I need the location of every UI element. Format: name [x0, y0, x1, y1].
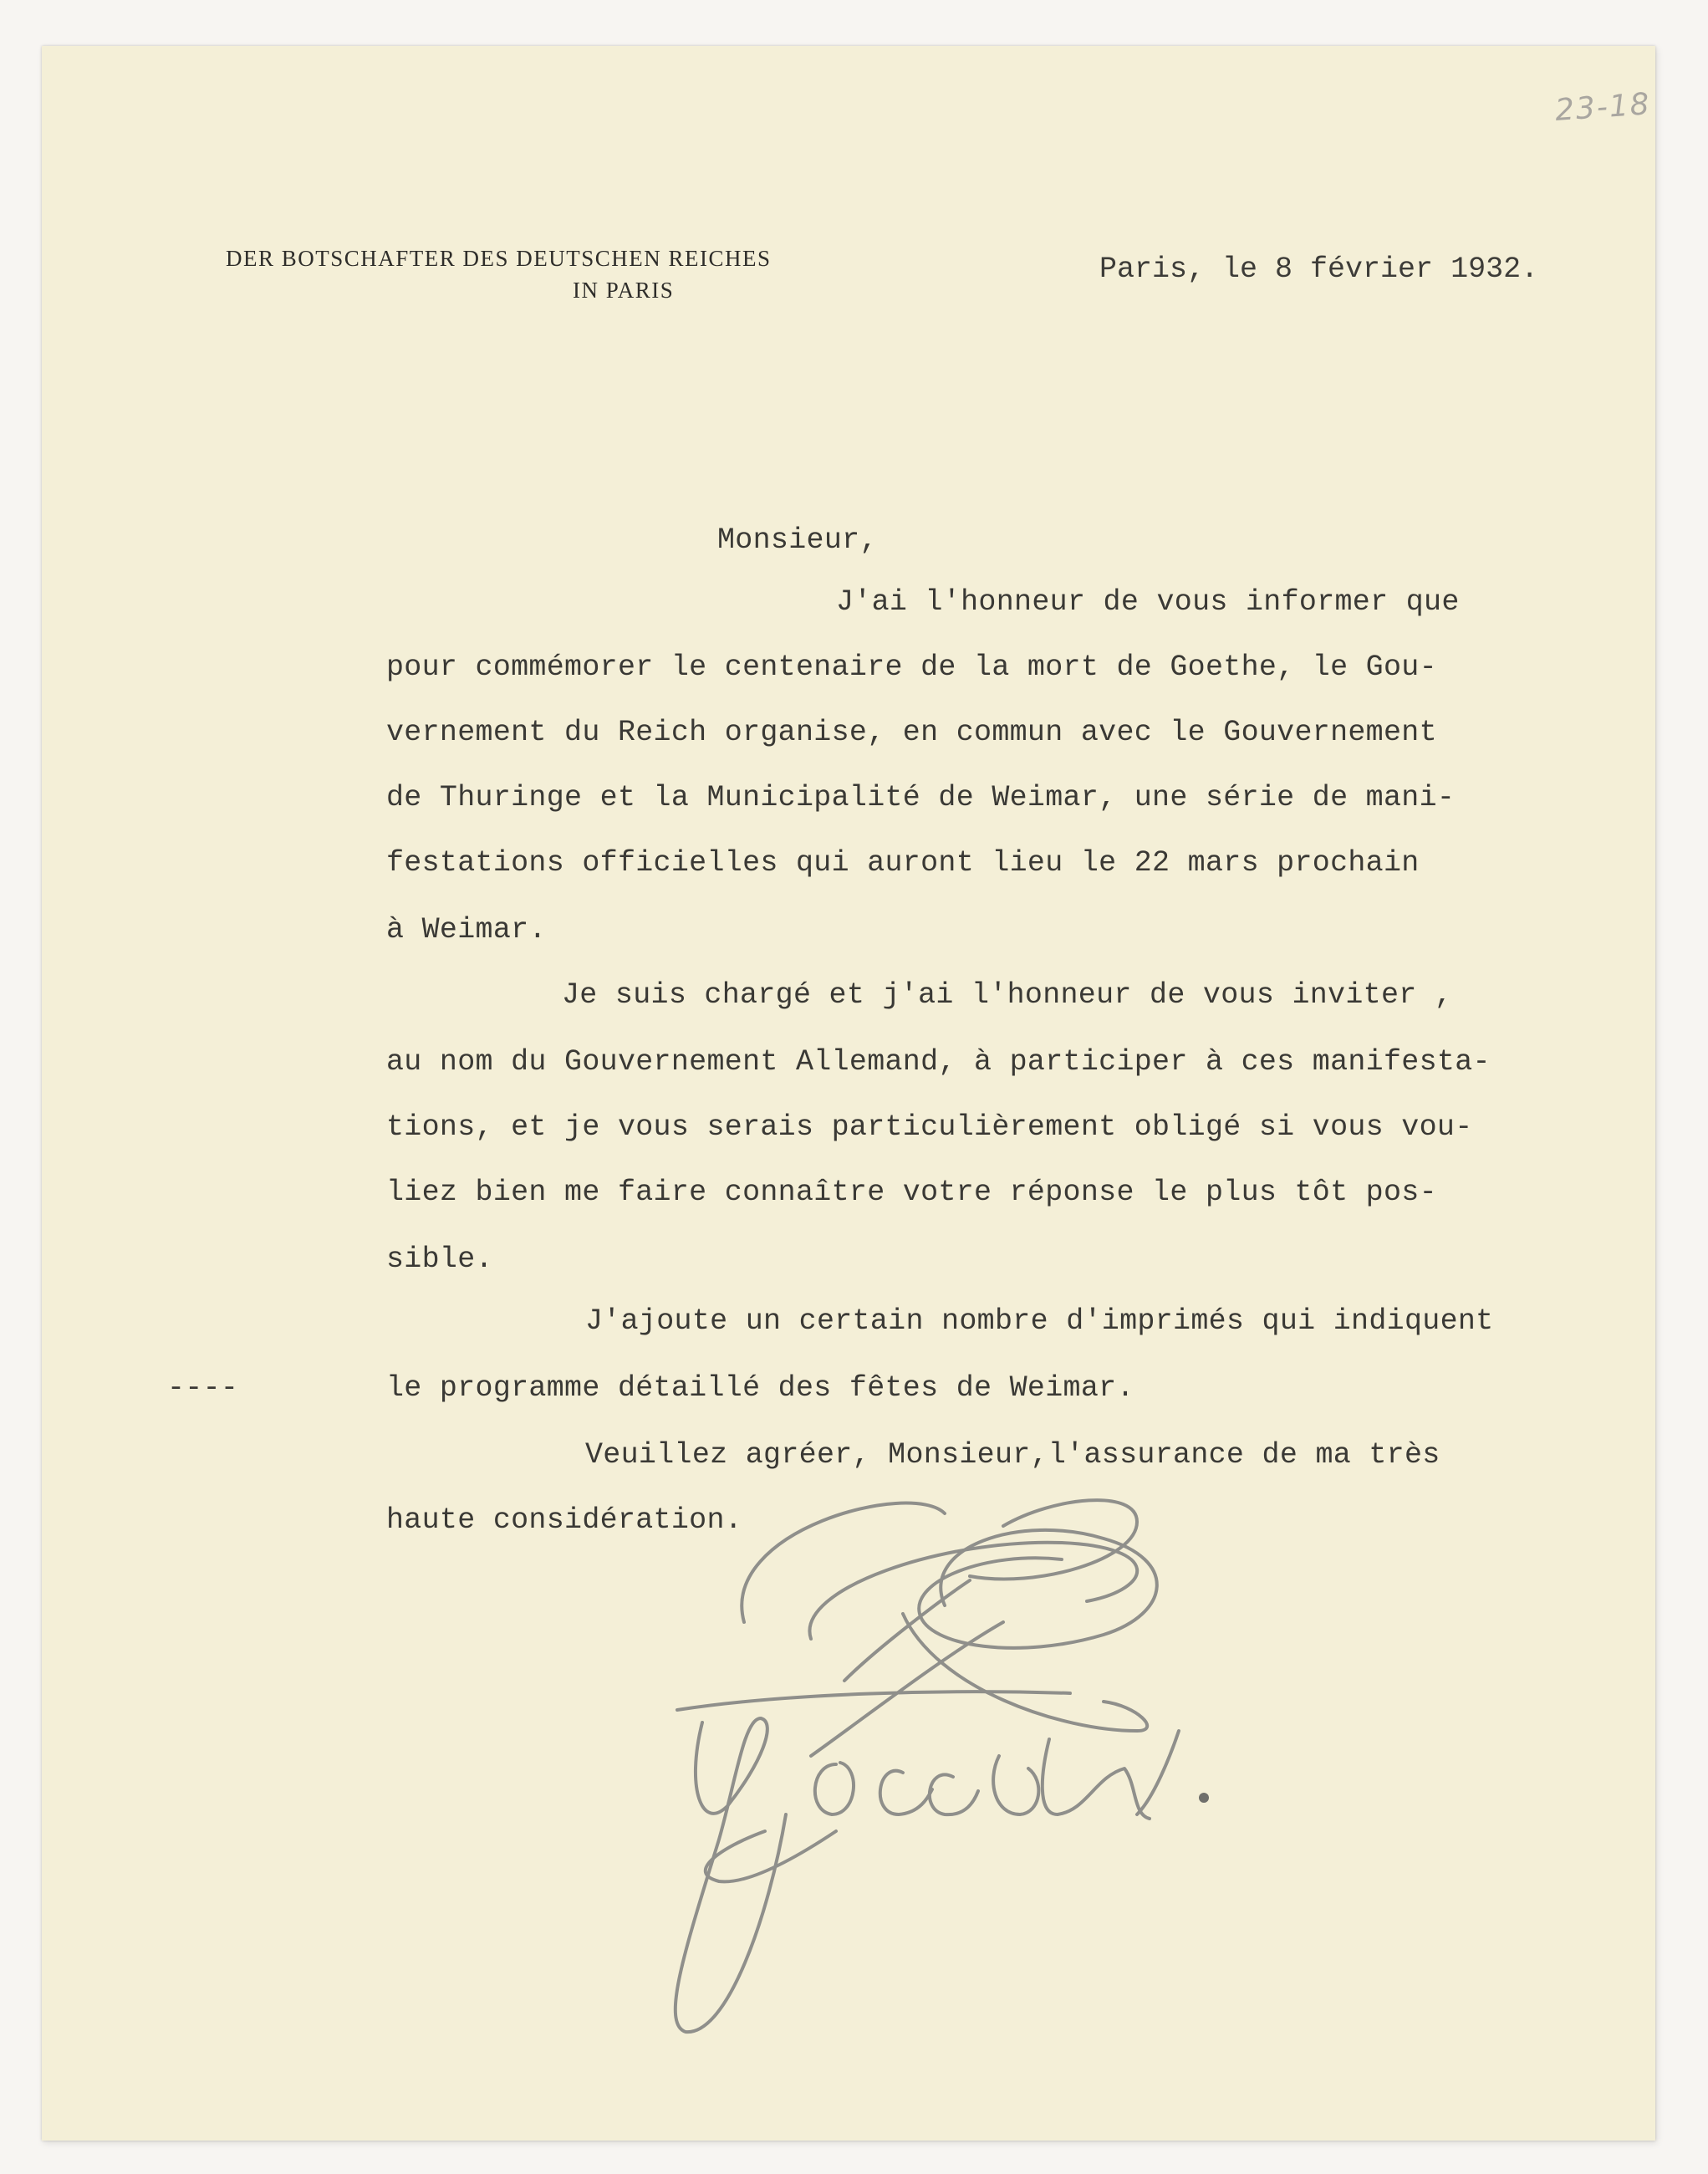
- letterhead: [226, 242, 1053, 306]
- closing-line: Veuillez agréer, Monsieur,l'assurance de ma très: [585, 1438, 1440, 1472]
- paragraph-2-line: tions, et je vous serais particulièrement obligé si vous vou-: [386, 1110, 1473, 1144]
- archive-reference: 23-18: [1553, 87, 1652, 128]
- paragraph-1-line: pour commémorer le centenaire de la mort de Goethe, le Gou-: [386, 651, 1437, 684]
- paragraph-2-line: Je suis chargé et j'ai l'honneur de vous inviter ,: [562, 978, 1453, 1012]
- letterhead-line-1: DER BOTSCHAFTER DES DEUTSCHEN REICHES: [226, 246, 772, 271]
- dateline: Paris, le 8 février 1932.: [1099, 253, 1539, 286]
- paragraph-1-line: à Weimar.: [386, 913, 547, 947]
- paragraph-1-line: J'ai l'honneur de vous informer que: [836, 585, 1460, 619]
- salutation: Monsieur,: [717, 523, 878, 557]
- paragraph-2-line: liez bien me faire connaître votre réponse le plus tôt pos-: [386, 1176, 1437, 1209]
- paragraph-1-line: de Thuringe et la Municipalité de Weimar, une série de mani-: [386, 781, 1456, 814]
- signature: [669, 1480, 1471, 2065]
- paragraph-1-line: festations officielles qui auront lieu le 22 mars prochain: [386, 846, 1420, 880]
- paragraph-3-line: J'ajoute un certain nombre d'imprimés qui indiquent: [585, 1304, 1494, 1338]
- enclosure-mark: ----: [167, 1371, 239, 1405]
- paragraph-2-line: au nom du Gouvernement Allemand, à participer à ces manifesta-: [386, 1045, 1491, 1079]
- paragraph-1-line: vernement du Reich organise, en commun avec le Gouvernement: [386, 716, 1437, 749]
- paragraph-3-line: le programme détaillé des fêtes de Weimar.: [386, 1371, 1134, 1405]
- closing-line: haute considération.: [386, 1503, 743, 1537]
- letterhead-line-2: IN PARIS: [573, 278, 675, 303]
- paragraph-2-line: sible.: [386, 1243, 493, 1276]
